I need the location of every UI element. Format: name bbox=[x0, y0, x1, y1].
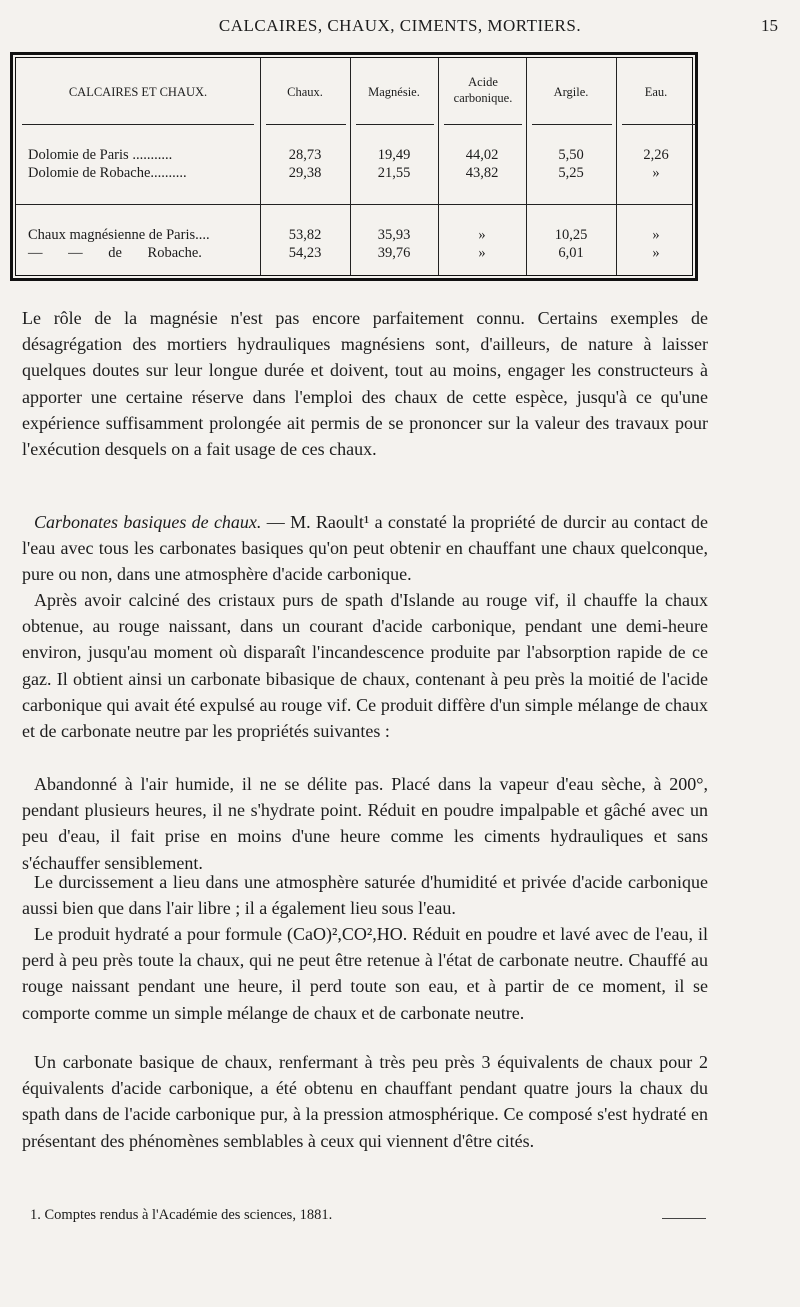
table-cell: 53,82 bbox=[288, 227, 322, 243]
header-rule bbox=[532, 124, 612, 125]
header-rule bbox=[22, 124, 254, 125]
header-rule bbox=[356, 124, 434, 125]
paragraph-procede: Après avoir calciné des cristaux purs de spath d'Islande au rouge vif, il chauffe la chaux obtenue, au rouge naissant, dans un courant d'acide carbonique, pendant une demi-heure environ, jusqu'au moment où disparaît l'incandescence produite par l'absorption rapide de ce gaz. Il obtient ainsi un carbonate bibasique de chaux, contenant à peu près la moitié de l'acide carbonique qui avait été expulsé au rouge vif. Ce produit diffère d'un simple mélange de chaux et de carbonate neutre par les propriétés suivantes : bbox=[22, 590, 708, 742]
header-rule bbox=[444, 124, 522, 125]
paragraph-carbonates bbox=[22, 509, 708, 588]
table-cell: » bbox=[652, 245, 660, 261]
paragraph-proprietes: Abandonné à l'air humide, il ne se délite pas. Placé dans la vapeur d'eau sèche, à 200°, pendant plusieurs heures, il ne s'hydrate point. Réduit en poudre impalpable et gâché avec un peu d'eau, il fait prise en moins d'une heure comme les ciments hydrauliques et sans s'échauffer sensiblement. bbox=[22, 774, 708, 873]
header-acide: Acide carbonique. bbox=[453, 75, 513, 105]
header-calcaires: CALCAIRES ET CHAUX. bbox=[68, 85, 208, 99]
table-cell: 29,38 bbox=[288, 165, 322, 181]
table-cell: » bbox=[478, 245, 486, 261]
table-row-label: Chaux magnésienne de Paris.... bbox=[28, 227, 210, 243]
table-cell: 35,93 bbox=[377, 227, 411, 243]
footnote-rule bbox=[662, 1218, 706, 1219]
table-cell: » bbox=[478, 227, 486, 243]
table-cell: » bbox=[652, 165, 660, 181]
section-rule bbox=[16, 204, 692, 205]
paragraph-text: — M. Raoult¹ a constaté la propriété de durcir au contact de l'eau avec tous les carbonates basiques qu'on peut obtenir en chauffant une chaux quelconque, pure ou non, dans une atmosphère d'acide carbonique. bbox=[22, 512, 708, 585]
table-cell: 5,25 bbox=[558, 165, 584, 181]
table-cell: 44,02 bbox=[465, 147, 499, 163]
table-cell: » bbox=[652, 227, 660, 243]
table-cell: 19,49 bbox=[377, 147, 411, 163]
paragraph-durcissement: Le durcissement a lieu dans une atmosphère saturée d'humidité et privée d'acide carbonique aussi bien que dans l'air libre ; il a également lieu sous l'eau. bbox=[22, 872, 708, 919]
section-title: Carbonates basiques de chaux. bbox=[34, 512, 262, 532]
table-cell: 43,82 bbox=[465, 165, 499, 181]
table-row-label: Dolomie de Robache.......... bbox=[28, 165, 187, 181]
table-cell: 21,55 bbox=[377, 165, 411, 181]
table-row-label: Dolomie de Paris ........... bbox=[28, 147, 173, 163]
header-chaux: Chaux. bbox=[287, 85, 323, 99]
table-cell: 5,50 bbox=[558, 147, 584, 163]
table-cell: 10,25 bbox=[554, 227, 588, 243]
header-eau: Eau. bbox=[644, 85, 668, 99]
footnote: 1. Comptes rendus à l'Académie des sciences, 1881. bbox=[30, 1207, 333, 1223]
header-rule bbox=[622, 124, 696, 125]
page-number: 15 bbox=[761, 16, 778, 35]
table-cell: 39,76 bbox=[377, 245, 411, 261]
paragraph-role-magnesie: Le rôle de la magnésie n'est pas encore parfaitement connu. Certains exemples de désagrégation des mortiers hydrauliques magnésiens sont, d'ailleurs, de nature à laisser quelques doutes sur leur longue durée et doivent, tout au moins, engager les constructeurs à apporter une certaine réserve dans l'emploi des chaux de cette espèce, jusqu'à ce qu'une expérience suffisamment prolongée ait permis de se prononcer sur la valeur des travaux pour l'exécution desquels on a fait usage de ces chaux. bbox=[22, 308, 708, 460]
composition-table bbox=[10, 52, 698, 281]
running-head bbox=[0, 16, 800, 40]
table-cell: 28,73 bbox=[288, 147, 322, 163]
header-rule bbox=[266, 124, 346, 125]
table-cell: 2,26 bbox=[643, 147, 669, 163]
header-magnesie: Magnésie. bbox=[368, 85, 420, 99]
header-argile: Argile. bbox=[553, 85, 589, 99]
paragraph-formule: Le produit hydraté a pour formule (CaO)²,CO²,HO. Réduit en poudre et lavé avec de l'eau, il perd à peu près toute la chaux, qui ne peut être retenue à l'état de carbonate neutre. Chauffé au rouge naissant pendant une heure, il perd toute son eau, et à partir de ce moment, il se comporte comme un simple mélange de chaux et de carbonate neutre. bbox=[22, 924, 708, 1023]
table-cell: 54,23 bbox=[288, 245, 322, 261]
paragraph-carbonate-basique: Un carbonate basique de chaux, renfermant à très peu près 3 équivalents de chaux pour 2 équivalents d'acide carbonique, a été obtenu en chauffant pendant quatre jours la chaux du spath dans de l'acide carbonique pur, à la pression atmosphérique. Ce composé s'est hydraté en présentant des phénomènes semblables à ceux qui viennent d'être cités. bbox=[22, 1052, 708, 1151]
running-title: CALCAIRES, CHAUX, CIMENTS, MORTIERS. bbox=[218, 16, 582, 35]
table-cell: 6,01 bbox=[558, 245, 584, 261]
table-row-label: — — de Robache. bbox=[28, 245, 202, 261]
